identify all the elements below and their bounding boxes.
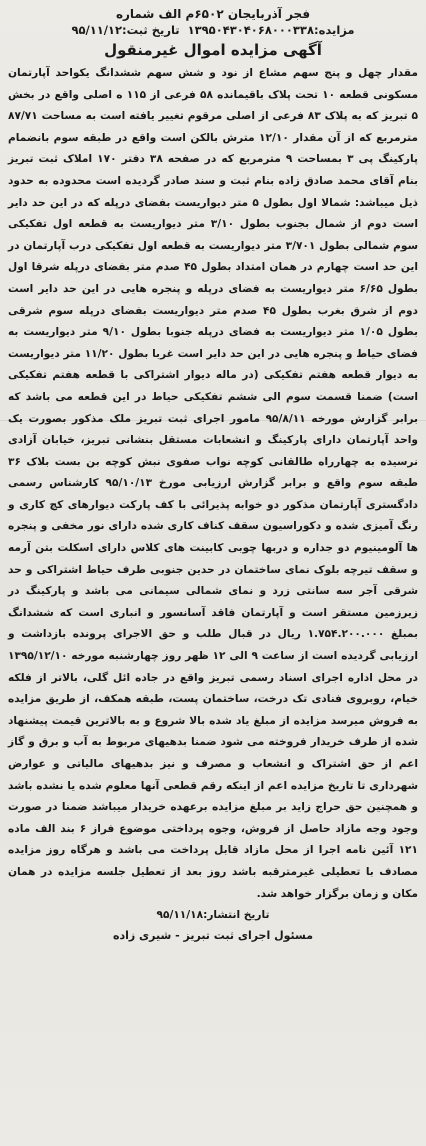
notice-title: آگهی مزایده اموال غیرمنقول xyxy=(104,41,322,59)
auction-number-label: مزایده: xyxy=(313,23,355,37)
auction-number: ۱۳۹۵۰۴۳۰۴۰۶۸۰۰۰۳۳۸ xyxy=(187,23,314,37)
registration-date-label: تاریخ ثبت: xyxy=(121,23,180,37)
signature-line: مسئول اجرای ثبت تبریز - شیری زاده xyxy=(112,929,314,943)
auction-number-group xyxy=(188,22,355,38)
newspaper-reference: فجر آذربایجان ۶۵۰۲م الف شماره xyxy=(115,7,311,21)
notice-header xyxy=(8,6,418,61)
registration-date-group xyxy=(71,22,179,38)
publish-date: ۹۵/۱۱/۱۸ xyxy=(156,909,204,922)
publish-date-line xyxy=(8,905,418,925)
paper-fold-mark xyxy=(0,420,426,421)
publish-date-label: تاریخ انتشار: xyxy=(203,909,270,922)
registration-date: ۹۵/۱۱/۱۲ xyxy=(71,23,122,37)
notice-body: مقدار چهل و پنج سهم مشاع از نود و شش سهم ششدانگ یکواحد آپارتمان مسکونی قطعه ۱۰ تحت پلاک باقیمانده ۵۸ فرعی از ۱۱۵ ه اصلی واقع در بخش ۵ تبریز که به پلاک ۸۳ فرعی از اصلی مرقوم تغییر یافته است به مساحت ۸۷/۷۱ مترمربع که از آن مقدار ۱۲/۱۰ مترش بالکن است واقع در طبقه سوم بانضمام پارکینگ پی ۳ بمساحت ۹ مترمربع که در صفحه ۳۸ دفتر ۱۷۰ املاک ثبت تبریز بنام آقای محمد صادق زاده بنام ثبت و سند صادر گردیده است محدوده به حدود ذیل میباشد: شمالا اول بطول ۵ متر دیواریست بفضای درپله که در این حد دایر است دوم از شمال بجنوب بطول ۳/۱۰ متر دیواریست به قطعه اول تفکیکی سوم شمالی بطول ۳/۷۰۱ متر دیواریست به قطعه اول تفکیکی درب آپارتمان در این حد است چهارم در همان امتداد بطول ۴۵ صدم متر بفضای درپله شرقا اول بطول ۶/۶۵ متر دیواریست به فضای درپله و پنجره هایی در این حد دایر است دوم از شرق بغرب بطول ۴۵ صدم متر دیواریست بفضای درپله سوم شرقی بطول ۱/۰۵ متر دیواریست به فضای درپله جنوبا بطول ۹/۱۰ متر دیواریست به فضای حیاط و پنجره هایی در این حد دایر است غربا بطول ۱۱/۲۰ متر دیواریست به دیوار قطعه هفتم تفکیکی (در ماله دیوار اشتراکی با قطعه هفتم تفکیکی است) ضمنا قسمت سوم الی ششم تفکیکی حیاط در این قطعه می باشد که برابر گزارش مورخه ۹۵/۸/۱۱ مامور اجرای ثبت تبریز ملک مذکور بصورت یک واحد آپارتمان دارای پارکینگ و انشعابات مستقل بنشانی تبریز، خیابان آزادی نرسیده به چهارراه طالقانی کوچه نواب صفوی نبش کوچه بن بست بلاک ۳۶ طبقه سوم واقع و برابر گزارش ارزیابی مورخ ۹۵/۱۰/۱۳ کارشناس رسمی دادگستری آپارتمان مذکور دو خوابه پذیرائی با کف پارکت دیوارهای کچ کاری و رنگ آمیزی شده و دکوراسیون سقف کناف کاری شده دارای نور مخفی و پنجره ها آلومینیوم دو جداره و دربها چوبی کابینت های کلاس دارای اسکلت بتن آرمه و سقف تیرچه بلوک نمای ساختمان در حدین جنوبی طرف حیاط اشتراکی و حد شرقی آجر سه سانتی زرد و نمای شمالی سیمانی می باشد و پارکینگ در زیرزمین مستقر است و آپارتمان فاقد آسانسور و انباری است که ششدانگ بمبلغ ۱.۷۵۴.۲۰۰.۰۰۰ ریال در قبال طلب و حق الاجرای پرونده بازداشت و ارزیابی گردیده است از ساعت ۹ الی ۱۲ ظهر روز چهارشنبه مورخه ۱۳۹۵/۱۲/۱۰ در محل اداره اجرای اسناد رسمی تبریز واقع در جاده ائل گلی، بالاتر از فلکه خیام، روبروی فنادی تک درخت، ساختمان پست، طبقه همکف، از طریق مزایده به فروش میرسد مزایده از مبلغ یاد شده بالا شروع و به بالاترین قیمت پیشنهاد شده از طرف خریدار فروخته می شود ضمنا بدهیهای مربوط به آب و برق و گاز اعم از حق اشتراک و انشعاب و مصرف و نیز بدهیهای مالیاتی و عوارض شهرداری تا تاریخ مزایده اعم از اینکه رقم قطعی آنها معلوم شده یا نشده باشد و همچنین حق حراج زاید بر مبلغ مزایده برعهده خریدار میباشد ضمنا در صورت وجود وجه مازاد حاصل از فروش، وجوه پرداختی موضوع فراز ۶ بند الف ماده ۱۲۱ آئین نامه اجرا از محل مازاد قابل پرداخت می باشد و هرگاه روز مزایده مصادف با تعطیلی غیرمترقبه باشد روز بعد از تعطیل جلسه مزایده در همان مکان و زمان برگزار خواهد شد. xyxy=(8,67,419,900)
auction-meta-line xyxy=(8,22,418,38)
